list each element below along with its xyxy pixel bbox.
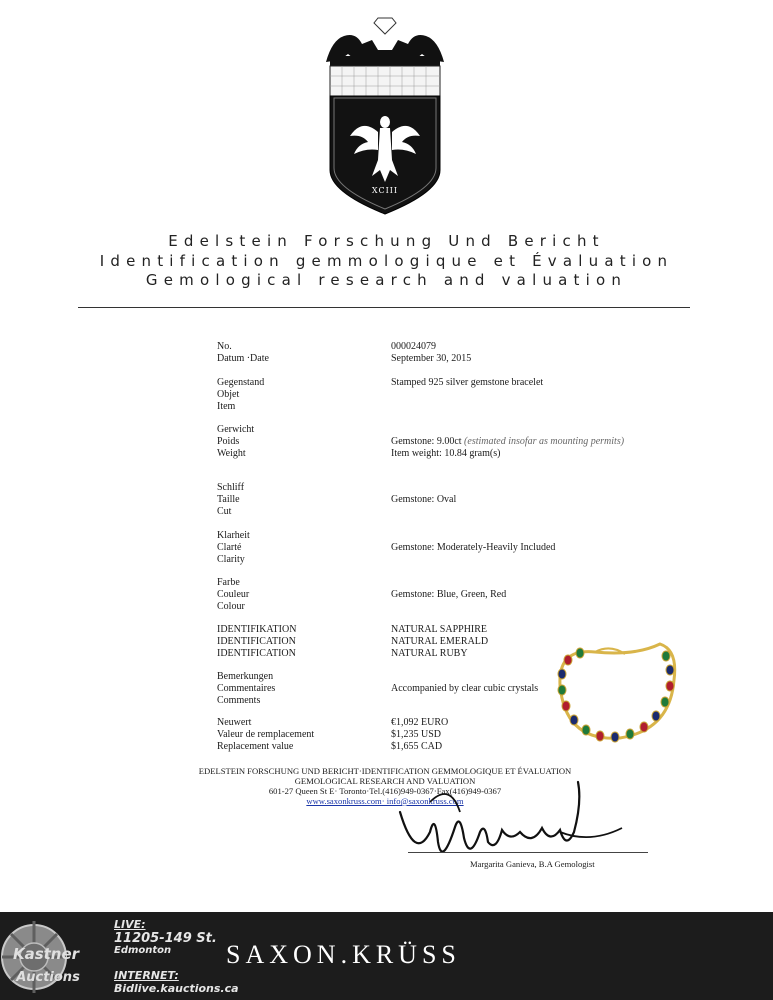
title-french: Identification gemmologique et Évaluation	[99, 252, 674, 270]
footer-links[interactable]: www.saxonkruss.com· info@saxonkruss.com	[306, 796, 464, 806]
label-comments-en: Comments	[217, 695, 261, 706]
label-replacement-de: Neuwert	[217, 717, 252, 728]
value-replacement-cad: $1,655 CAD	[391, 741, 443, 752]
logo-kastner: Kastner	[12, 945, 80, 963]
footer-line-1: EDELSTEIN FORSCHUNG UND BERICHT·IDENTIFICATION GEMMOLOGIQUE ET ÉVALUATION	[198, 766, 572, 776]
value-clarity: Gemstone: Moderately-Heavily Included	[391, 542, 556, 553]
value-replacement-usd: $1,235 USD	[391, 729, 442, 740]
label-identification-de: IDENTIFIKATION	[217, 624, 297, 635]
label-colour-de: Farbe	[217, 577, 240, 588]
gemologist-name: Margarita Ganieva, B.A Gemologist	[470, 859, 595, 869]
crest-emblem	[322, 10, 448, 220]
watermark-internet-label: INTERNET:	[114, 969, 179, 982]
value-replacement-eur: €1,092 EURO	[391, 717, 449, 728]
value-cut: Gemstone: Oval	[391, 494, 457, 505]
title-english: Gemological research and valuation	[145, 271, 628, 289]
title-divider	[78, 307, 690, 308]
value-item: Stamped 925 silver gemstone bracelet	[391, 377, 544, 388]
label-item-fr: Objet	[217, 389, 240, 400]
label-identification-en: IDENTIFICATION	[217, 648, 296, 659]
label-item-en: Item	[217, 401, 236, 412]
watermark-address: 11205-149 St.	[114, 931, 217, 946]
value-no: 000024079	[391, 341, 436, 352]
crest-numeral: XCIII	[371, 186, 399, 195]
auction-logo	[0, 915, 108, 1000]
label-cut-fr: Taille	[217, 494, 240, 505]
value-identification-sapphire: NATURAL SAPPHIRE	[391, 624, 488, 635]
label-comments-de: Bemerkungen	[217, 671, 274, 682]
label-cut-en: Cut	[217, 506, 232, 517]
label-comments-fr: Commentaires	[217, 683, 276, 694]
value-item-weight: Item weight: 10.84 gram(s)	[391, 448, 501, 459]
signature	[360, 772, 650, 892]
label-no: No.	[217, 341, 232, 352]
logo-auctions: Auctions	[16, 970, 80, 985]
label-colour-fr: Couleur	[217, 589, 250, 600]
footer-line-2: GEMOLOGICAL RESEARCH AND VALUATION	[294, 776, 476, 786]
label-replacement-fr: Valeur de remplacement	[217, 729, 315, 740]
label-clarity-fr: Clarté	[217, 542, 242, 553]
label-weight-fr: Poids	[217, 436, 240, 447]
label-identification-fr: IDENTIFICATION	[217, 636, 296, 647]
value-date: September 30, 2015	[391, 353, 472, 364]
watermark-live-label: LIVE:	[114, 918, 146, 931]
label-weight-en: Weight	[217, 448, 246, 459]
bracelet-photo	[540, 630, 680, 750]
value-identification-emerald: NATURAL EMERALD	[391, 636, 489, 647]
label-colour-en: Colour	[217, 601, 245, 612]
watermark-url[interactable]: Bidlive.kauctions.ca	[114, 982, 239, 995]
label-replacement-en: Replacement value	[217, 741, 294, 752]
value-identification-ruby: NATURAL RUBY	[391, 648, 468, 659]
brand-name: SAXON.KRÜSS	[226, 940, 461, 969]
value-comments: Accompanied by clear cubic crystals	[391, 683, 539, 694]
signature-line	[408, 852, 648, 853]
label-clarity-en: Clarity	[217, 554, 245, 565]
label-date: Datum ·Date	[217, 353, 269, 364]
title-german: Edelstein Forschung Und Bericht	[168, 232, 605, 250]
label-item-de: Gegenstand	[217, 377, 265, 388]
value-gemstone-weight	[391, 436, 624, 448]
watermark-city: Edmonton	[114, 945, 172, 956]
diamond-icon	[374, 18, 396, 34]
label-cut-de: Schliff	[217, 482, 245, 493]
weight-note: (estimated insofar as mounting permits)	[464, 436, 625, 447]
footer-address: 601-27 Queen St E· Toronto·Tel.(416)949-0367·Fax(416)949-0367	[268, 786, 502, 796]
gemstone-carat: Gemstone: 9.00ct	[391, 436, 462, 447]
value-colour: Gemstone: Blue, Green, Red	[391, 589, 507, 600]
label-clarity-de: Klarheit	[217, 530, 250, 541]
label-weight-de: Gerwicht	[217, 424, 255, 435]
